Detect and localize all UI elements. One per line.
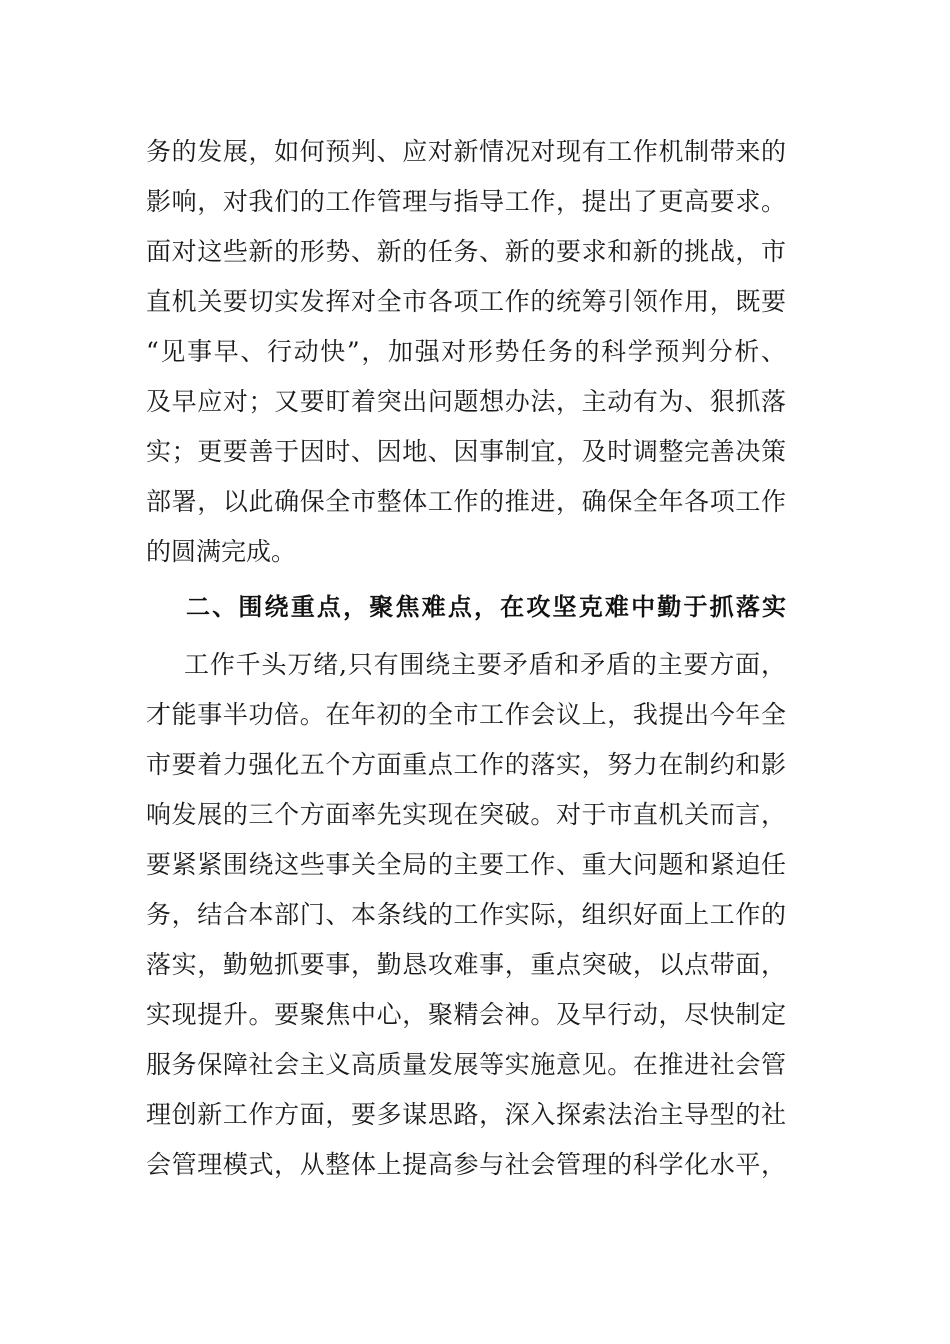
paragraph-line: 工作千头万绪,只有围绕主要矛盾和矛盾的主要方面， <box>184 650 786 679</box>
paragraph-line: 面对这些新的形势、新的任务、新的要求和新的挑战，市 <box>146 237 786 266</box>
paragraph-line: 务，结合本部门、本条线的工作实际，组织好面上工作的 <box>146 900 786 929</box>
section-heading: 二、围绕重点，聚焦难点，在攻坚克难中勤于抓落实 <box>186 593 786 621</box>
paragraph-line: 会管理模式，从整体上提高参与社会管理的科学化水平， <box>146 1150 786 1179</box>
paragraph-line: 直机关要切实发挥对全市各项工作的统筹引领作用，既要 <box>146 287 786 316</box>
paragraph-line: 理创新工作方面，要多谋思路，深入探索法治主导型的社 <box>146 1100 786 1129</box>
paragraph-line: 部署，以此确保全市整体工作的推进，确保全年各项工作 <box>146 487 786 516</box>
paragraph-line: 服务保障社会主义高质量发展等实施意见。在推进社会管 <box>146 1050 786 1079</box>
paragraph-line: 影响，对我们的工作管理与指导工作，提出了更高要求。 <box>146 187 786 216</box>
paragraph-line: “见事早、行动快”，加强对形势任务的科学预判分析、 <box>146 337 786 366</box>
paragraph-line: 实现提升。要聚焦中心，聚精会神。及早行动，尽快制定 <box>146 1000 786 1029</box>
paragraph-line: 实；更要善于因时、因地、因事制宜，及时调整完善决策 <box>146 437 786 466</box>
paragraph-line: 落实，勤勉抓要事，勤恳攻难事，重点突破，以点带面， <box>146 950 786 979</box>
paragraph-line: 的圆满完成。 <box>146 537 297 566</box>
paragraph-line: 才能事半功倍。在年初的全市工作会议上，我提出今年全 <box>146 700 786 729</box>
paragraph-line: 要紧紧围绕这些事关全局的主要工作、重大问题和紧迫任 <box>146 850 786 879</box>
paragraph-line: 响发展的三个方面率先实现在突破。对于市直机关而言， <box>146 800 786 829</box>
paragraph-line: 务的发展，如何预判、应对新情况对现有工作机制带来的 <box>146 137 786 166</box>
paragraph-line: 及早应对；又要盯着突出问题想办法，主动有为、狠抓落 <box>146 387 786 416</box>
paragraph-line: 市要着力强化五个方面重点工作的落实，努力在制约和影 <box>146 750 786 779</box>
